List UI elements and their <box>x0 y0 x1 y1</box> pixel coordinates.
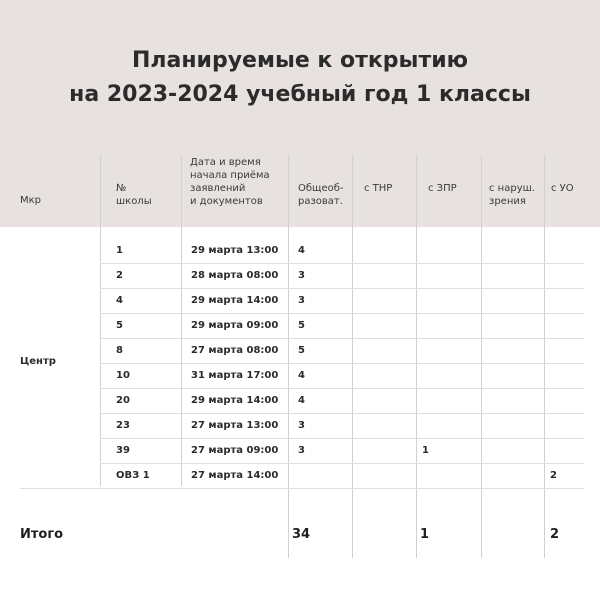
date-cell: 27 марта 14:00 <box>191 470 279 481</box>
school-number-cell: 20 <box>116 395 130 406</box>
header-school: № школы <box>116 183 152 207</box>
row-divider <box>100 388 584 389</box>
row-divider <box>100 363 584 364</box>
date-cell: 27 марта 13:00 <box>191 420 279 431</box>
date-cell: 27 марта 08:00 <box>191 345 279 356</box>
row-divider <box>100 413 584 414</box>
general-count-cell: 4 <box>298 395 305 406</box>
col-sep-4 <box>352 155 353 558</box>
school-number-cell: 23 <box>116 420 130 431</box>
row-divider <box>100 263 584 264</box>
date-cell: 29 марта 13:00 <box>191 245 279 256</box>
row-divider <box>100 438 584 439</box>
col-sep-5 <box>416 155 417 558</box>
header-date: Дата и время начала приёма заявлений и документов <box>190 157 270 207</box>
date-cell: 31 марта 17:00 <box>191 370 279 381</box>
col-sep-7 <box>544 155 545 558</box>
header-uo: с УО <box>551 183 574 194</box>
header-vision: с наруш. зрения <box>489 183 535 207</box>
school-number-cell: ОВЗ 1 <box>116 470 150 481</box>
row-divider <box>100 463 584 464</box>
general-count-cell: 5 <box>298 345 305 356</box>
zpr-count-cell: 1 <box>422 445 429 456</box>
col-sep-1 <box>100 155 101 486</box>
header-mkr: Мкр <box>20 195 42 206</box>
total-zpr: 1 <box>420 527 430 542</box>
date-cell: 29 марта 14:00 <box>191 295 279 306</box>
general-count-cell: 3 <box>298 270 305 281</box>
total-uo: 2 <box>550 527 560 542</box>
date-cell: 29 марта 09:00 <box>191 320 279 331</box>
title-line-1: Планируемые к открытию <box>131 48 469 73</box>
school-number-cell: 8 <box>116 345 123 356</box>
school-number-cell: 2 <box>116 270 123 281</box>
general-count-cell: 3 <box>298 445 305 456</box>
title-line-2: на 2023-2024 учебный год 1 классы <box>69 82 531 107</box>
school-number-cell: 1 <box>116 245 123 256</box>
date-cell: 29 марта 14:00 <box>191 395 279 406</box>
general-count-cell: 5 <box>298 320 305 331</box>
general-count-cell: 4 <box>298 370 305 381</box>
header-tnr: с ТНР <box>364 183 393 194</box>
general-count-cell: 3 <box>298 295 305 306</box>
uo-count-cell: 2 <box>550 470 557 481</box>
total-label: Итого <box>20 527 64 542</box>
col-sep-2 <box>181 155 182 486</box>
table-bottom-line <box>20 488 584 489</box>
total-general: 34 <box>292 527 311 542</box>
row-divider <box>100 288 584 289</box>
row-divider <box>100 338 584 339</box>
district-label: Центр <box>20 356 56 367</box>
general-count-cell: 4 <box>298 245 305 256</box>
col-sep-3 <box>288 155 289 558</box>
school-number-cell: 39 <box>116 445 130 456</box>
col-sep-6 <box>481 155 482 558</box>
page-title <box>0 44 600 112</box>
header-general: Общеоб- разоват. <box>298 183 344 207</box>
school-number-cell: 4 <box>116 295 123 306</box>
school-number-cell: 5 <box>116 320 123 331</box>
school-number-cell: 10 <box>116 370 130 381</box>
date-cell: 27 марта 09:00 <box>191 445 279 456</box>
row-divider <box>100 313 584 314</box>
date-cell: 28 марта 08:00 <box>191 270 279 281</box>
header-zpr: с ЗПР <box>428 183 457 194</box>
general-count-cell: 3 <box>298 420 305 431</box>
